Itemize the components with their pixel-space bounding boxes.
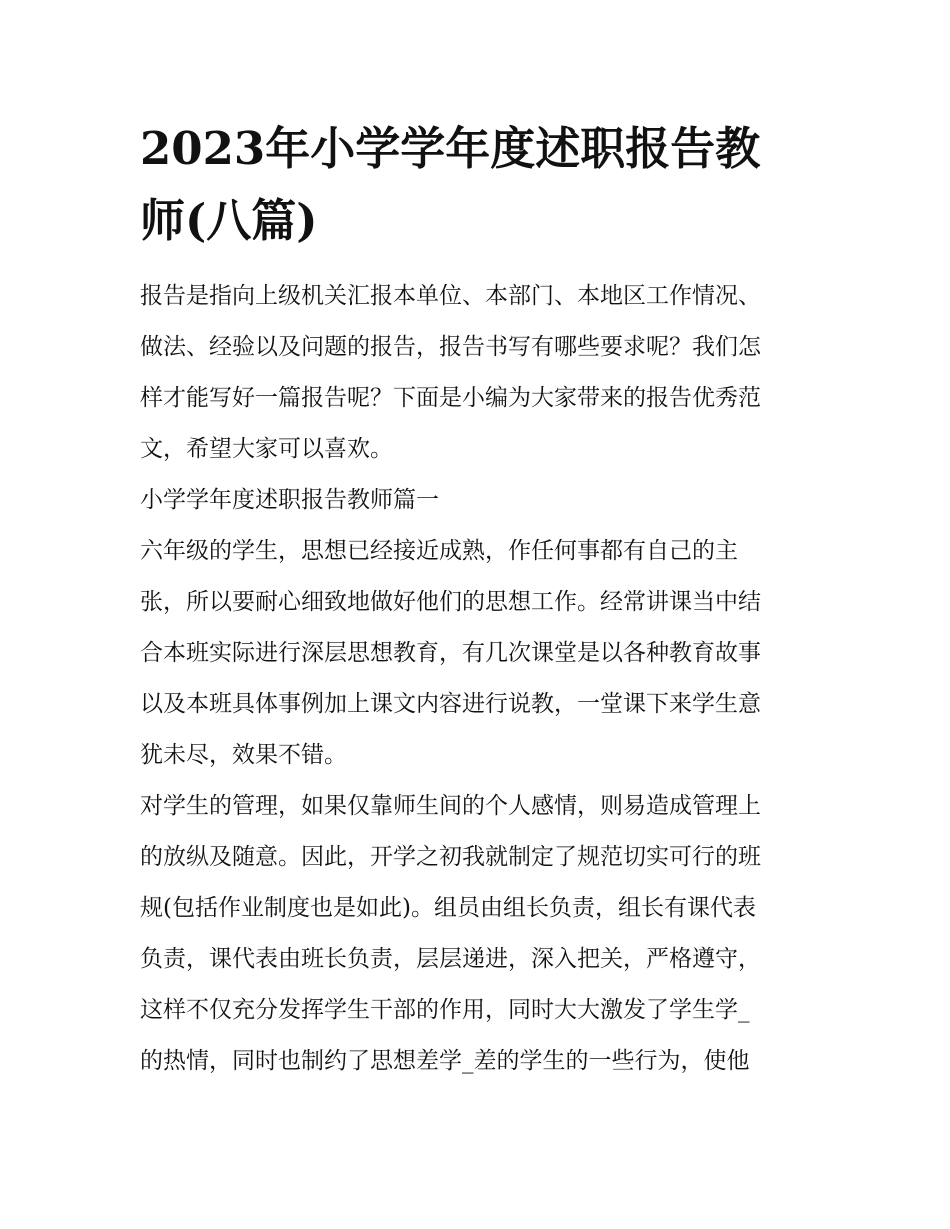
title-line: 2023年小学学年度述职报告教: [140, 122, 761, 175]
text-line: 合本班实际进行深层思想教育，有几次课堂是以各种教育故事: [140, 640, 761, 666]
section-heading: [140, 475, 812, 526]
text-line: 以及本班具体事例加上课文内容进行说教，一堂课下来学生意: [140, 691, 761, 717]
intro-paragraph: [140, 271, 812, 475]
text-line: 这样不仅充分发挥学生干部的作用，同时大大激发了学生学_: [140, 997, 750, 1023]
body-paragraph: [140, 526, 812, 781]
document-page: [140, 113, 812, 1087]
body-paragraph: [140, 781, 812, 1087]
text-line: 负责，课代表由班长负责，层层递进，深入把关，严格遵守，: [140, 946, 761, 972]
document-title: [140, 113, 812, 257]
text-line: 的热情，同时也制约了思想差学_差的学生的一些行为，使他: [140, 1048, 750, 1074]
text-line: 对学生的管理，如果仅靠师生间的个人感情，则易造成管理上: [140, 793, 761, 819]
text-line: 张，所以要耐心细致地做好他们的思想工作。经常讲课当中结: [140, 589, 761, 615]
title-line: 师(八篇): [140, 194, 318, 247]
document-body: [140, 271, 812, 1087]
text-line: 文，希望大家可以喜欢。: [140, 436, 393, 462]
text-line: 犹未尽，效果不错。: [140, 742, 347, 768]
text-line: 规(包括作业制度也是如此)。组员由组长负责，组长有课代表: [140, 895, 756, 921]
text-line: 样才能写好一篇报告呢？下面是小编为大家带来的报告优秀范: [140, 385, 761, 411]
text-line: 的放纵及随意。因此，开学之初我就制定了规范切实可行的班: [140, 844, 761, 870]
text-line: 六年级的学生，思想已经接近成熟，作任何事都有自己的主: [140, 538, 738, 564]
text-line: 做法、经验以及问题的报告，报告书写有哪些要求呢？我们怎: [140, 334, 761, 360]
text-line: 报告是指向上级机关汇报本单位、本部门、本地区工作情况、: [140, 283, 761, 309]
text-line: 小学学年度述职报告教师篇一: [140, 487, 439, 513]
